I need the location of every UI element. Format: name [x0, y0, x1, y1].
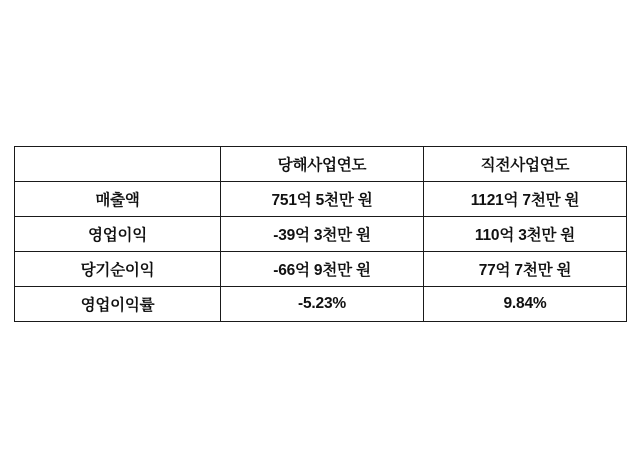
cell-net-income-previous: 77억 7천만 원	[424, 252, 627, 287]
column-header-previous-year: 직전사업연도	[424, 147, 627, 182]
table-corner-cell	[15, 147, 221, 182]
row-label-operating-margin: 영업이익률	[15, 287, 221, 322]
cell-operating-profit-current: -39억 3천만 원	[221, 217, 424, 252]
cell-revenue-previous: 1121억 7천만 원	[424, 182, 627, 217]
table-row	[15, 217, 627, 252]
row-label-revenue: 매출액	[15, 182, 221, 217]
row-label-net-income: 당기순이익	[15, 252, 221, 287]
finance-table	[14, 146, 627, 322]
cell-revenue-current: 751억 5천만 원	[221, 182, 424, 217]
finance-table-container	[14, 146, 626, 322]
column-header-current-year: 당해사업연도	[221, 147, 424, 182]
table-row	[15, 182, 627, 217]
cell-operating-margin-previous: 9.84%	[424, 287, 627, 322]
cell-net-income-current: -66억 9천만 원	[221, 252, 424, 287]
table-row	[15, 252, 627, 287]
table-header-row	[15, 147, 627, 182]
row-label-operating-profit: 영업이익	[15, 217, 221, 252]
cell-operating-profit-previous: 110억 3천만 원	[424, 217, 627, 252]
cell-operating-margin-current: -5.23%	[221, 287, 424, 322]
table-row	[15, 287, 627, 322]
